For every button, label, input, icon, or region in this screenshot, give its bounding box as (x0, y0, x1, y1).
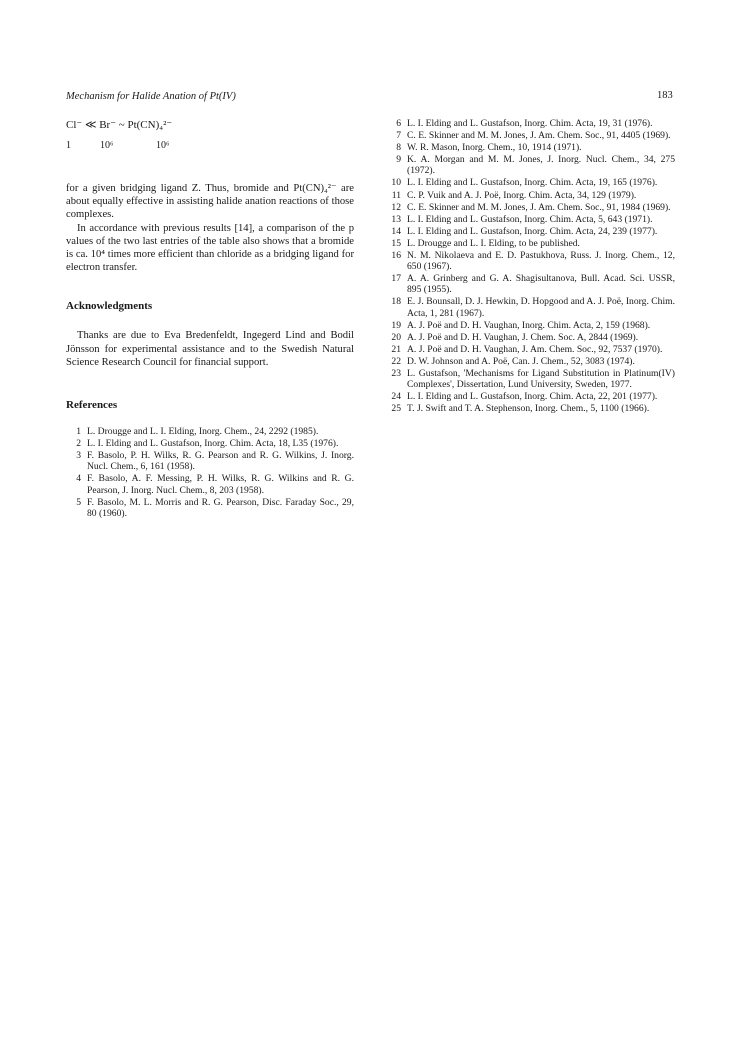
reference-item (385, 320, 675, 331)
reference-text: L. Drougge and L. I. Elding, Inorg. Chem., 24, 2292 (1985). (87, 426, 319, 438)
reactivity-ratios (66, 140, 354, 154)
reference-text: W. R. Mason, Inorg. Chem., 10, 1914 (1971). (407, 142, 582, 154)
reference-text: C. P. Vuik and A. J. Poë, Inorg. Chim. Acta, 34, 129 (1979). (407, 189, 637, 201)
reference-item (66, 438, 354, 449)
reference-item (385, 226, 675, 237)
reference-text: A. A. Grinberg and G. A. Shagisultanova, Bull. Acad. Sci. USSR, 895 (1955). (407, 273, 675, 296)
reference-text: K. A. Morgan and M. M. Jones, J. Inorg. Nucl. Chem., 34, 275 (1972). (407, 154, 675, 177)
reactivity-formula: Cl⁻ ≪ Br⁻ ~ Pt(CN)₄²⁻ (66, 119, 173, 131)
reference-item (385, 368, 675, 390)
references-heading: References (66, 399, 118, 412)
ratio-chloride: 1 (66, 140, 71, 151)
reference-item (66, 497, 354, 519)
reference-item (385, 130, 675, 141)
reference-number: 21 (391, 343, 401, 355)
reference-text: L. I. Elding and L. Gustafson, Inorg. Chim. Acta, 19, 165 (1976). (407, 177, 658, 189)
reference-text: L. Gustafson, 'Mechanisms for Ligand Substitution in Platinum(IV) Complexes', Dissertation, Lund University, Sweden, 1977. (407, 367, 675, 391)
reference-item (66, 426, 354, 437)
page-number: 183 (657, 90, 673, 101)
reference-number: 6 (396, 118, 401, 129)
reference-number: 16 (391, 250, 401, 262)
body-paragraph: In accordance with previous results [14], a comparison of the p values of the two last entries of the table also shows that a bromide is ca. 10⁴ times more efficient than chloride as a bridging ligand for electron transfer. (66, 222, 354, 274)
reference-item (385, 356, 675, 367)
reference-text: A. J. Poë and D. H. Vaughan, J. Am. Chem. Soc., 92, 7537 (1970). (407, 343, 663, 355)
reference-number: 7 (396, 130, 401, 142)
reference-item (385, 190, 675, 201)
reference-number: 14 (391, 225, 401, 237)
running-title: Mechanism for Halide Anation of Pt(IV) (66, 91, 236, 102)
reference-number: 11 (391, 189, 401, 201)
reference-number: 25 (391, 403, 401, 415)
reference-text: E. J. Bounsall, D. J. Hewkin, D. Hopgood and A. J. Poë, Inorg. Chim. Acta, 1, 281 (1967). (407, 296, 675, 319)
left-column (66, 118, 354, 520)
references-list-right (385, 118, 675, 414)
reference-item (385, 177, 675, 188)
reference-number: 17 (391, 273, 401, 285)
reference-number: 12 (391, 201, 401, 213)
body-paragraph: for a given bridging ligand Z. Thus, bromide and Pt(CN)₄²⁻ are about equally effective in assisting halide anation reactions of those complexes. (66, 183, 354, 221)
reference-text: N. M. Nikolaeva and E. D. Pastukhova, Russ. J. Inorg. Chem., 12, 650 (1967). (407, 250, 675, 273)
reference-item (385, 142, 675, 153)
reference-item (385, 273, 675, 295)
reference-item (385, 202, 675, 213)
reference-text: A. J. Poë and D. H. Vaughan, Inorg. Chim. Acta, 2, 159 (1968). (407, 319, 651, 331)
reference-item (385, 154, 675, 176)
reference-number: 15 (391, 237, 401, 249)
reference-number: 1 (76, 426, 81, 438)
reference-item (66, 473, 354, 495)
reference-text: D. W. Johnson and A. Poë, Can. J. Chem., 52, 3083 (1974). (407, 355, 635, 367)
reference-item (385, 391, 675, 402)
reference-text: T. J. Swift and T. A. Stephenson, Inorg. Chem., 5, 1100 (1966). (407, 403, 650, 415)
reference-text: F. Basolo, M. L. Morris and R. G. Pearson, Disc. Faraday Soc., 29, 80 (1960). (87, 496, 354, 519)
reference-text: L. Drougge and L. I. Elding, to be published. (407, 237, 580, 249)
references-list-left (66, 426, 354, 519)
reference-number: 5 (76, 496, 81, 508)
reference-number: 3 (76, 450, 81, 462)
acknowledgments-heading: Acknowledgments (66, 300, 153, 313)
reference-number: 9 (396, 154, 401, 166)
reference-number: 18 (391, 296, 401, 308)
right-column (385, 118, 675, 415)
reference-text: F. Basolo, A. F. Messing, P. H. Wilks, R. G. Wilkins and R. G. Pearson, J. Inorg. Nucl. Chem., 8, 203 (1958). (87, 473, 354, 496)
reference-number: 13 (391, 213, 401, 225)
reference-item (385, 296, 675, 318)
ratio-ptcn4: 10⁶ (156, 140, 170, 151)
reference-text: L. I. Elding and L. Gustafson, Inorg. Chim. Acta, 18, L35 (1976). (87, 438, 339, 450)
reference-number: 8 (396, 142, 401, 154)
reference-number: 19 (391, 319, 401, 331)
reference-item (385, 250, 675, 272)
ratio-bromide: 10⁶ (100, 140, 114, 151)
reference-number: 10 (391, 177, 401, 189)
reference-item (385, 214, 675, 225)
reference-item (385, 118, 675, 129)
reference-text: A. J. Poë and D. H. Vaughan, J. Chem. Soc. A, 2844 (1969). (407, 331, 639, 343)
reference-text: C. E. Skinner and M. M. Jones, J. Am. Chem. Soc., 91, 4405 (1969). (407, 130, 671, 142)
reference-text: L. I. Elding and L. Gustafson, Inorg. Chim. Acta, 5, 643 (1971). (407, 213, 653, 225)
reference-number: 4 (76, 473, 81, 485)
reference-number: 22 (391, 355, 401, 367)
reference-item (385, 332, 675, 343)
reference-number: 23 (391, 367, 401, 379)
reference-item (385, 238, 675, 249)
reference-text: F. Basolo, P. H. Wilks, R. G. Pearson and R. G. Wilkins, J. Inorg. Nucl. Chem., 6, 161 (1958). (87, 450, 354, 473)
reference-text: L. I. Elding and L. Gustafson, Inorg. Chim. Acta, 22, 201 (1977). (407, 391, 658, 403)
reference-text: C. E. Skinner and M. M. Jones, J. Am. Chem. Soc., 91, 1984 (1969). (407, 201, 671, 213)
reference-number: 20 (391, 331, 401, 343)
reference-item (66, 450, 354, 472)
reference-number: 24 (391, 391, 401, 403)
reference-item (385, 344, 675, 355)
reference-number: 2 (76, 438, 81, 450)
reference-text: L. I. Elding and L. Gustafson, Inorg. Chim. Acta, 24, 239 (1977). (407, 225, 658, 237)
reference-item (385, 403, 675, 414)
reference-text: L. I. Elding and L. Gustafson, Inorg. Chim. Acta, 19, 31 (1976). (407, 118, 653, 129)
acknowledgments-text: Thanks are due to Eva Bredenfeldt, Ingegerd Lind and Bodil Jönsson for experimental assistance and to the Swedish Natural Science Research Council for financial support. (66, 330, 354, 368)
